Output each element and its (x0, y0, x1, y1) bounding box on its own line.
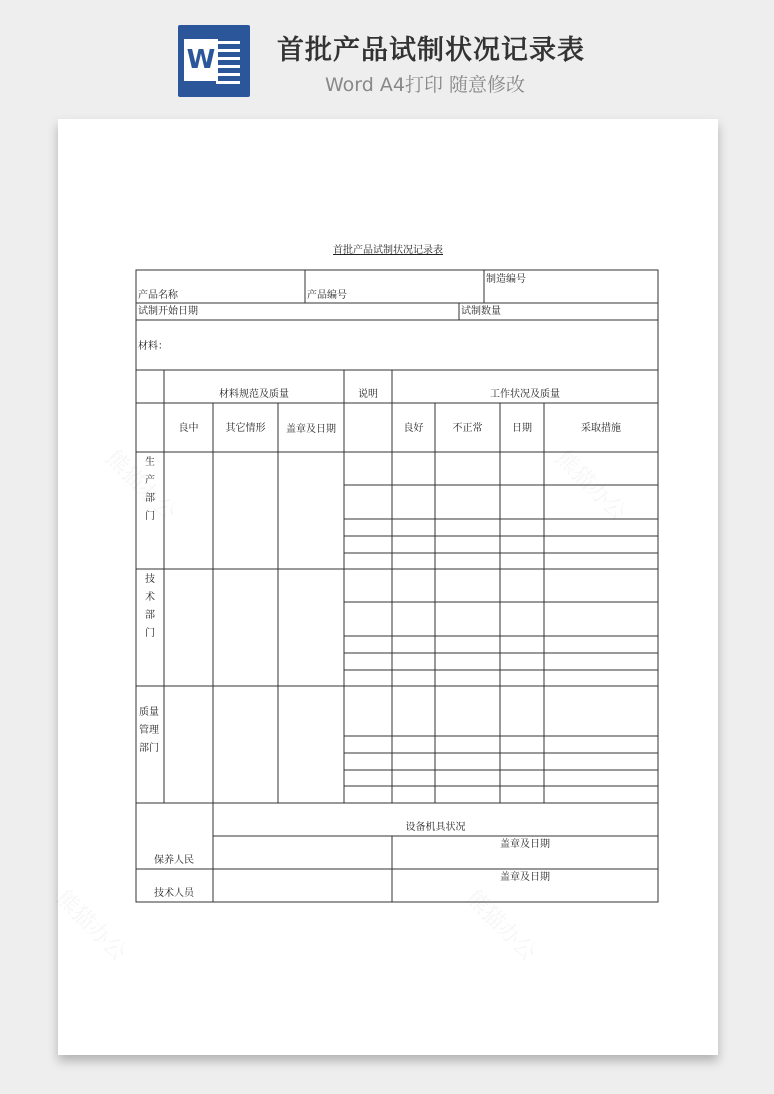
page-header (0, 0, 774, 110)
other-situation-header: 其它情形 (225, 423, 266, 434)
material-label: 材料： (138, 341, 168, 352)
work-status-quality-header: 工作状况及质量 (490, 389, 560, 400)
quality-department-label: 质量管理部门 (139, 707, 159, 754)
document-title: 首批产品试制状况记录表 (333, 245, 443, 256)
word-icon (178, 25, 250, 97)
page-title: 首批产品试制状况记录表 (277, 35, 585, 66)
equipment-status-label: 设备机具状况 (405, 822, 466, 833)
word-logo-letter: W (184, 39, 218, 81)
description-header: 说明 (358, 389, 378, 400)
measures-header: 采取措施 (581, 423, 621, 434)
good-header: 良好 (403, 423, 424, 434)
maintenance-staff-label: 保养人民 (154, 855, 194, 866)
manufacture-code-label: 制造编号 (486, 274, 526, 285)
technical-department-label: 技术部门 (145, 574, 155, 639)
trial-start-date-label: 试制开始日期 (138, 306, 198, 317)
date-header: 日期 (512, 423, 532, 434)
document-page (58, 119, 718, 1055)
material-spec-quality-header: 材料规范及质量 (219, 389, 289, 400)
technical-staff-label: 技术人员 (154, 888, 194, 899)
record-table-grid (58, 119, 718, 1055)
abnormal-header: 不正常 (452, 423, 483, 434)
production-department-label: 生产部门 (145, 457, 155, 522)
product-name-label: 产品名称 (138, 290, 178, 301)
seal-date-label-1: 盖章及日期 (500, 839, 550, 850)
trial-quantity-label: 试制数量 (461, 306, 501, 317)
seal-date-header: 盖章及日期 (286, 424, 336, 435)
good-middle-header: 良中 (178, 423, 199, 434)
page-subtitle: Word A4打印 随意修改 (325, 74, 526, 96)
seal-date-label-2: 盖章及日期 (500, 872, 550, 883)
product-code-label: 产品编号 (307, 290, 347, 301)
